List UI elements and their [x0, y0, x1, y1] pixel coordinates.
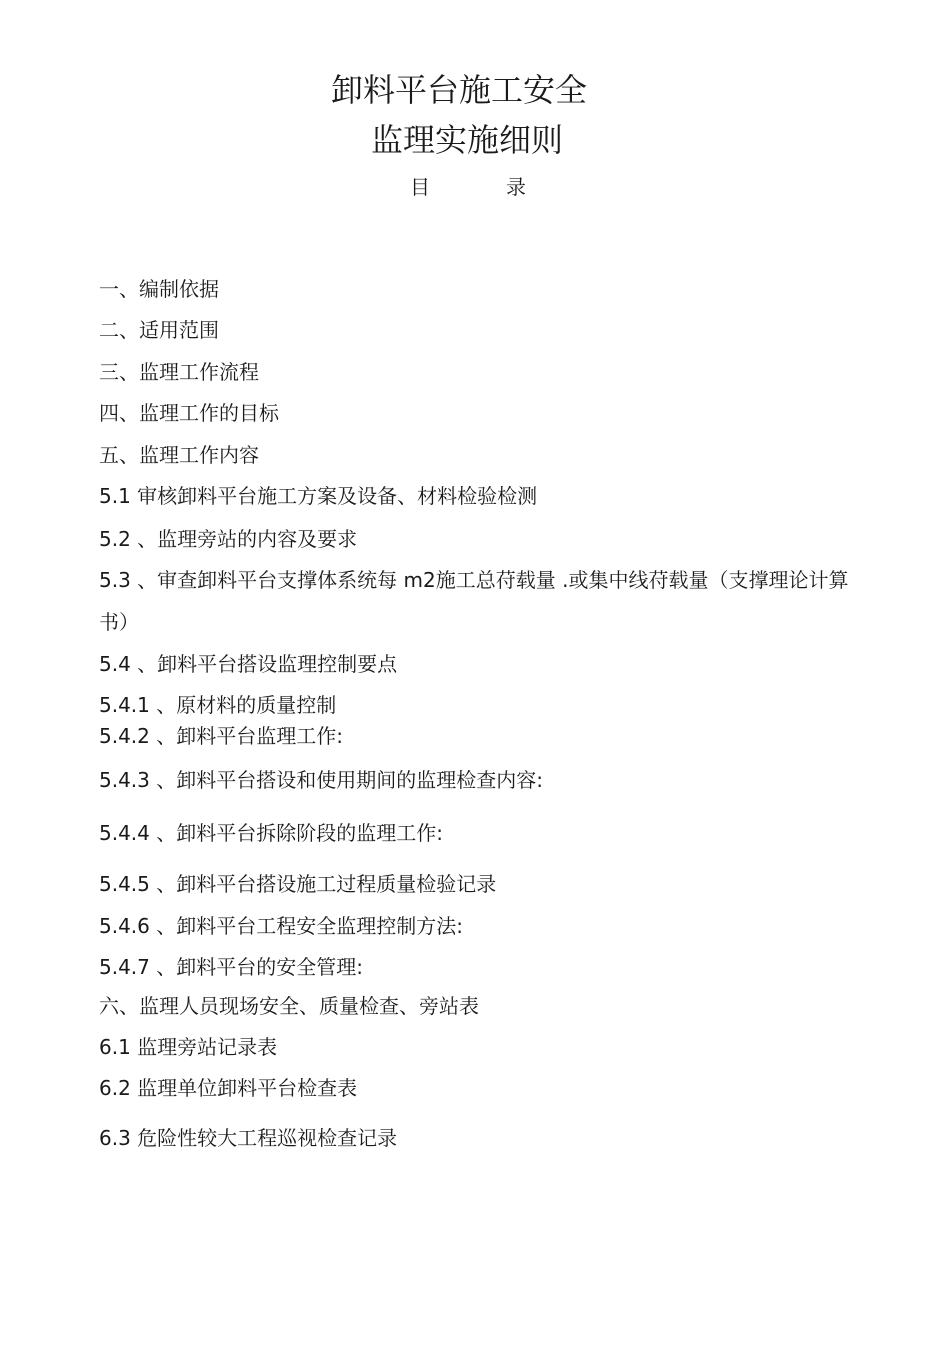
toc-item-5-1: 5.1 审核卸料平台施工方案及设备、材料检验检测 — [99, 484, 538, 508]
toc-item-5-4-6: 5.4.6 、卸料平台工程安全监理控制方法: — [99, 914, 463, 938]
toc-item-3: 三、监理工作流程 — [99, 360, 259, 384]
toc-item-5-4-5: 5.4.5 、卸料平台搭设施工过程质量检验记录 — [99, 872, 497, 896]
toc-item-5: 五、监理工作内容 — [99, 443, 259, 467]
document-subtitle: 监理实施细则 — [370, 121, 563, 159]
toc-heading: 目录 — [410, 175, 602, 199]
toc-item-5-4-1: 5.4.1 、原材料的质量控制 — [99, 693, 337, 717]
toc-item-6-2: 6.2 监理单位卸料平台检查表 — [99, 1076, 358, 1100]
toc-item-5-4: 5.4 、卸料平台搭设监理控制要点 — [99, 652, 398, 676]
toc-item-2: 二、适用范围 — [99, 318, 219, 342]
toc-item-5-4-2: 5.4.2 、卸料平台监理工作: — [99, 724, 343, 748]
toc-item-6-1: 6.1 监理旁站记录表 — [99, 1035, 278, 1059]
toc-item-5-4-3: 5.4.3 、卸料平台搭设和使用期间的监理检查内容: — [99, 768, 543, 792]
toc-item-1: 一、编制依据 — [99, 277, 219, 301]
toc-item-5-2: 5.2 、监理旁站的内容及要求 — [99, 527, 358, 551]
toc-item-5-4-7: 5.4.7 、卸料平台的安全管理: — [99, 955, 363, 979]
document-title: 卸料平台施工安全 — [330, 71, 587, 109]
toc-item-5-3: 5.3 、审查卸料平台支撑体系统每 m2施工总苻载量 .或集中线苻载量（支撑理论计算书） — [99, 568, 849, 634]
toc-item-5-4-4: 5.4.4 、卸料平台拆除阶段的监理工作: — [99, 821, 443, 845]
toc-item-6: 六、监理人员现场安全、质量检查、旁站表 — [99, 994, 479, 1018]
toc-item-4: 四、监理工作的目标 — [99, 401, 279, 425]
toc-item-6-3: 6.3 危险性较大工程巡视检查记录 — [99, 1126, 398, 1150]
